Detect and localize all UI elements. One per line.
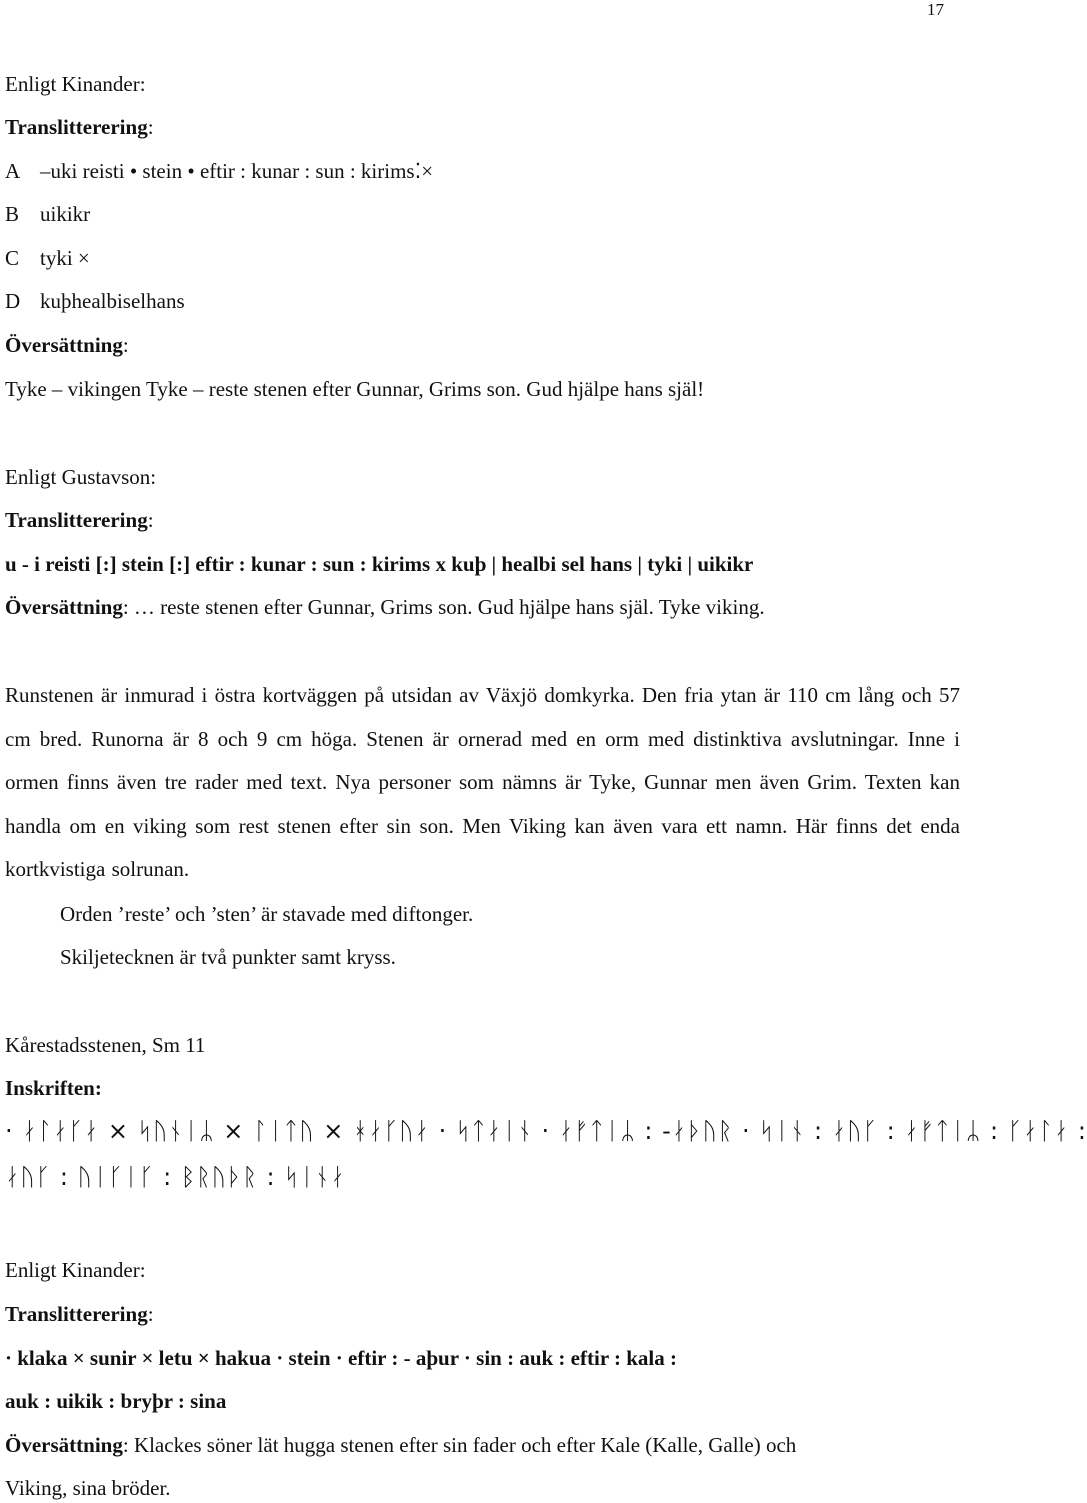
runes-line-1: · ᛅᛚᛅᚴᛅ × ᛋᚢᚾᛁᛦ × ᛚᛁᛏᚢ × ᚼᛅᚴᚢᛅ · ᛋᛏᛅᛁᚾ · ᛅᚠᛏᛁᛦ : -ᛅᚦᚢᚱ · ᛋᛁᚾ : ᛅᚢᚴ : ᛅᚠᛏᛁᛦ : ᚴᛅᛚᛅ : — [5, 1117, 1087, 1145]
translit-row-b — [5, 201, 90, 227]
translation-3a: Klackes söner lät hugga stenen efter sin fader och efter Kale (Kalle, Galle) och — [133, 1433, 797, 1457]
transl-line-3 — [5, 1432, 796, 1458]
colon: : — [147, 1302, 154, 1326]
translit-label: Translitterering — [5, 1302, 148, 1326]
translit-heading-3 — [5, 1301, 154, 1327]
translation-2: … reste stenen efter Gunnar, Grims son. Gud hjälpe hans själ. Tyke viking. — [133, 595, 765, 619]
translit-label: Translitterering — [5, 508, 148, 532]
colon: : — [122, 1433, 129, 1457]
colon: : — [122, 333, 129, 357]
runes-line-2: ᛅᚢᚴ : ᚢᛁᚴᛁᚴ : ᛒᚱᚢᚦᚱ : ᛋᛁᚾᛅ — [5, 1163, 346, 1191]
translit-row-d — [5, 288, 185, 314]
row-label: D — [5, 289, 21, 313]
transl-line-2 — [5, 594, 765, 620]
note-diphthongs: Orden ’reste’ och ’sten’ är stavade med diftonger. — [60, 902, 474, 926]
translit-row-a — [5, 158, 433, 184]
row-text: kuþhealbiselhans — [40, 289, 185, 313]
colon: : — [122, 595, 129, 619]
translation-3b: Viking, sina bröder. — [5, 1476, 171, 1500]
row-label: B — [5, 202, 20, 226]
colon: : — [147, 508, 154, 532]
translit-line-2: auk : uikik : bryþr : sina — [5, 1389, 227, 1413]
page-number: 17 — [927, 0, 944, 19]
translit-row-c — [5, 245, 90, 271]
transl-label: Översättning — [5, 595, 123, 619]
row-label: A — [5, 159, 21, 183]
inscription-label: Inskriften: — [5, 1076, 102, 1100]
colon: : — [147, 115, 154, 139]
row-label: C — [5, 246, 20, 270]
transl-heading-1 — [5, 332, 129, 358]
translit-gustavson: u - i reisti [:] stein [:] eftir : kunar : sun : kirims x kuþ | healbi sel hans | tyki | uikikr — [5, 552, 754, 576]
translit-label: Translitterering — [5, 115, 148, 139]
note-separators: Skiljetecknen är två punkter samt kryss. — [60, 945, 396, 969]
transl-label: Översättning — [5, 1433, 123, 1457]
stone-title: Kårestadsstenen, Sm 11 — [5, 1033, 206, 1057]
source-kinander-2: Enligt Kinander: — [5, 1258, 146, 1282]
row-text: –uki reisti • stein • eftir : kunar : sun : kirims⁚× — [40, 159, 434, 183]
translation-1: Tyke – vikingen Tyke – reste stenen efter Gunnar, Grims son. Gud hjälpe hans själ! — [5, 377, 705, 401]
translit-line-1: · klaka × sunir × letu × hakua · stein · eftir : - aþur · sin : auk : eftir : kala : — [5, 1346, 678, 1370]
source-kinander-1: Enligt Kinander: — [5, 72, 146, 96]
translit-heading-2 — [5, 507, 154, 533]
description-paragraph: Runstenen är inmurad i östra kortväggen på utsidan av Växjö domkyrka. Den fria ytan är 110 cm lång och 57 cm bred. Runorna är 8 och 9 cm höga. Stenen är ornerad med en orm med distinktiva avslutningar. Inne i ormen finns även tre rader med text. Nya personer som nämns är Tyke, Gunnar men även Grim. Texten kan handla om en viking som rest stenen efter sin son. Men Viking kan även vara ett namn. Här finns det enda kortkvistiga solrunan. — [5, 683, 960, 881]
translit-heading-1 — [5, 114, 154, 140]
source-gustavson: Enligt Gustavson: — [5, 465, 157, 489]
row-text: uikikr — [40, 202, 91, 226]
row-text: tyki × — [40, 246, 90, 270]
transl-label: Översättning — [5, 333, 123, 357]
